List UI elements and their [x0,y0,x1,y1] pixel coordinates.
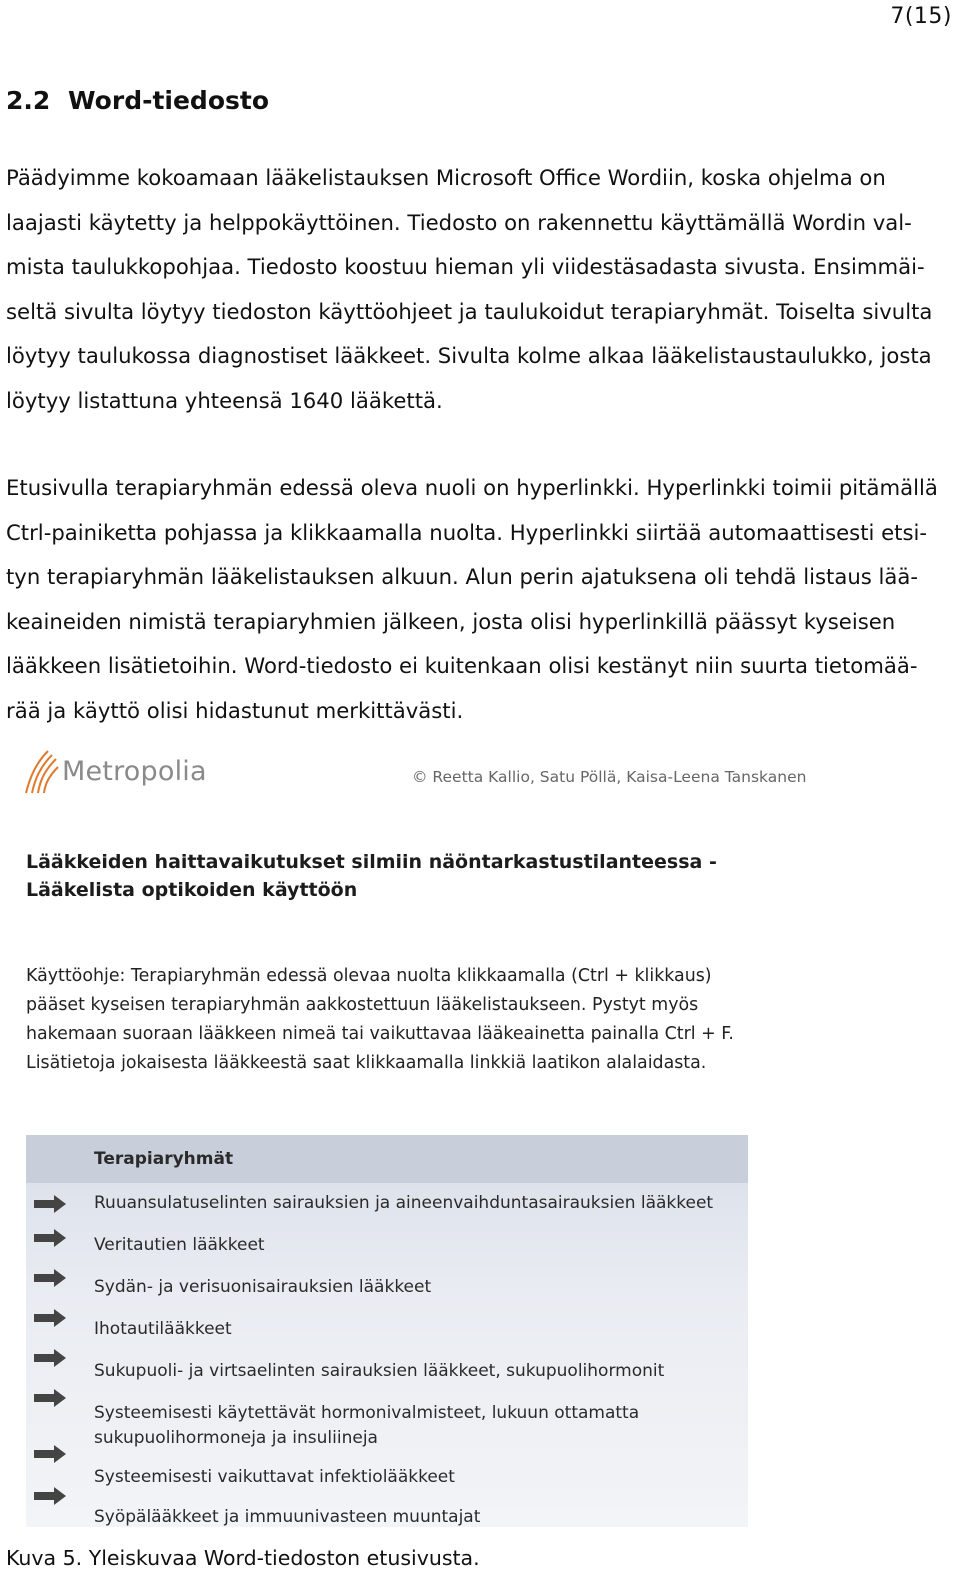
therapy-group-label: Veritautien lääkkeet [94,1235,265,1255]
paragraph-line: keaineiden nimistä terapiaryhmien jälkeen, josta olisi hyperlinkillä päässyt kyseisen [6,608,896,634]
document-title-line: Lääkkeiden haittavaikutukset silmiin näöntarkastustilanteessa - [26,851,717,873]
right-arrow-icon[interactable] [32,1267,68,1289]
usage-instructions [26,962,734,1078]
right-arrow-icon[interactable] [32,1347,68,1369]
paragraph-2 [6,466,956,734]
therapy-group-label: Ihotautilääkkeet [94,1319,232,1339]
paragraph-line: Päädyimme kokoamaan lääkelistauksen Microsoft Office Wordiin, koska ohjelma on [6,165,886,190]
document-title-line: Lääkelista optikoiden käyttöön [26,879,358,901]
metropolia-logo [22,746,207,796]
right-arrow-icon[interactable] [32,1227,68,1249]
paragraph-line: tyn terapiaryhmän lääkelistauksen alkuun. Alun perin ajatuksena oli tehdä listaus lää- [6,564,919,590]
metropolia-logo-icon [22,747,60,795]
logo-text: Metropolia [62,755,207,787]
section-number: 2.2 [6,86,51,115]
page-number: 7(15) [890,4,952,29]
section-title: Word-tiedosto [68,86,270,115]
instruction-line: Lisätietoja jokaisesta lääkkeestä saat klikkaamalla linkkiä laatikon alalaidasta. [26,1053,707,1073]
instruction-line: pääset kyseisen terapiaryhmän aakkostettuun lääkelistaukseen. Pystyt myös [26,995,699,1015]
figure-caption: Kuva 5. Yleiskuvaa Word-tiedoston etusivusta. [6,1546,480,1570]
right-arrow-icon[interactable] [32,1485,68,1507]
document-title [26,848,717,904]
paragraph-line: mista taulukkopohjaa. Tiedosto koostuu hieman yli viidestäsadasta sivusta. Ensimmäi- [6,254,925,280]
right-arrow-icon[interactable] [32,1193,68,1215]
paragraph-line: Etusivulla terapiaryhmän edessä oleva nuoli on hyperlinkki. Hyperlinkki toimii pitämällä [6,475,938,500]
copyright-notice: © Reetta Kallio, Satu Pöllä, Kaisa-Leena Tanskanen [412,768,807,786]
table-header: Terapiaryhmät [94,1149,234,1169]
right-arrow-icon[interactable] [32,1307,68,1329]
therapy-group-label: Sukupuoli- ja virtsaelinten sairauksien lääkkeet, sukupuolihormonit [94,1361,665,1381]
section-heading [6,86,269,115]
therapy-group-label: Ruuansulatuselinten sairauksien ja aineenvaihduntasairauksien lääkkeet [94,1193,714,1213]
instruction-line: hakemaan suoraan lääkkeen nimeä tai vaikuttavaa lääkeainetta painalla Ctrl + F. [26,1024,734,1044]
therapy-group-label: Syöpälääkkeet ja immuunivasteen muuntajat [94,1507,481,1527]
therapy-group-label: Systeemisesti vaikuttavat infektiolääkkeet [94,1467,455,1487]
instruction-line: Käyttöohje: Terapiaryhmän edessä olevaa nuolta klikkaamalla (Ctrl + klikkaus) [26,966,712,986]
therapy-groups-table [26,1135,748,1527]
paragraph-line: Ctrl-painiketta pohjassa ja klikkaamalla nuolta. Hyperlinkki siirtää automaattisesti etsi- [6,519,928,545]
paragraph-line: lääkkeen lisätietoihin. Word-tiedosto ei kuitenkaan olisi kestänyt niin suurta tietomää- [6,653,918,679]
right-arrow-icon[interactable] [32,1387,68,1409]
therapy-group-label: Sydän- ja verisuonisairauksien lääkkeet [94,1277,432,1297]
paragraph-line: rää ja käyttö olisi hidastunut merkittävästi. [6,697,464,723]
therapy-group-label: Systeemisesti käytettävät hormonivalmisteet, lukuun ottamatta sukupuolihormoneja ja insuliineja [94,1403,640,1448]
figure-screenshot [0,738,960,1546]
paragraph-line: löytyy listattuna yhteensä 1640 lääkettä. [6,387,443,413]
paragraph-line: löytyy taulukossa diagnostiset lääkkeet. Sivulta kolme alkaa lääkelistaustaulukko, josta [6,343,932,369]
paragraph-line: laajasti käytetty ja helppokäyttöinen. Tiedosto on rakennettu käyttämällä Wordin val- [6,209,912,235]
paragraph-line: seltä sivulta löytyy tiedoston käyttöohjeet ja taulukoidut terapiaryhmät. Toiselta sivulta [6,298,933,324]
right-arrow-icon[interactable] [32,1443,68,1465]
paragraph-1 [6,156,956,424]
